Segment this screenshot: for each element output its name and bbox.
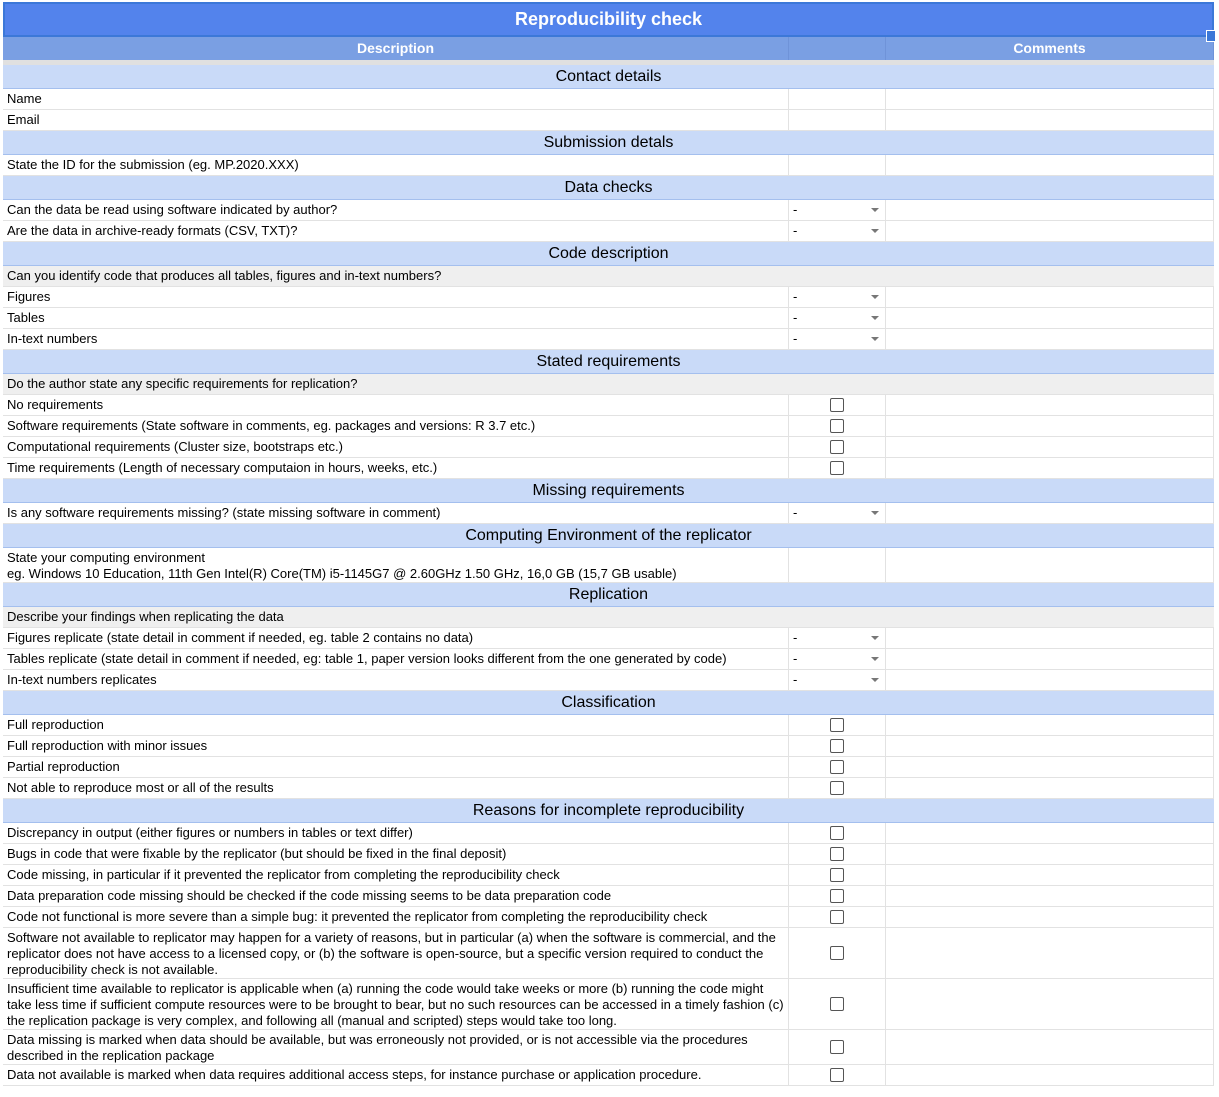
description-cell[interactable] [3, 221, 789, 241]
dropdown-arrow-icon[interactable] [871, 657, 879, 661]
description-cell[interactable] [3, 308, 789, 328]
comments-cell[interactable] [886, 823, 1214, 843]
description-cell[interactable] [3, 628, 789, 648]
checkbox-cell [789, 1030, 886, 1064]
checkbox-cell [789, 736, 886, 756]
checkbox[interactable] [830, 398, 844, 412]
description-text: Full reproduction with minor issues [7, 738, 208, 753]
comments-cell[interactable] [886, 416, 1214, 436]
table-row [3, 287, 1214, 308]
checkbox[interactable] [830, 1040, 844, 1054]
dropdown-arrow-icon[interactable] [871, 337, 879, 341]
section-header[interactable]: Replication [3, 583, 1214, 607]
table-row [3, 89, 1214, 110]
header-comments[interactable]: Comments [886, 37, 1214, 60]
value-cell[interactable] [789, 155, 886, 175]
description-text: Are the data in archive-ready formats (CSV, TXT)? [7, 223, 298, 238]
question-group-row [3, 607, 1214, 628]
description-text: Discrepancy in output (either figures or numbers in tables or text differ) [7, 825, 413, 840]
description-text: Data preparation code missing should be checked if the code missing seems to be data preparation code [7, 888, 612, 903]
description-cell[interactable] [3, 886, 789, 906]
comments-cell[interactable] [886, 287, 1214, 307]
comments-cell[interactable] [886, 715, 1214, 735]
checkbox-cell [789, 823, 886, 843]
table-row [3, 979, 1214, 1030]
description-text: Code not functional is more severe than a simple bug: it prevented the replicator from completing the reproducibility check [7, 909, 708, 924]
checkbox[interactable] [830, 889, 844, 903]
comments-cell[interactable] [886, 1030, 1214, 1064]
description-text: Email [7, 112, 40, 127]
checkbox[interactable] [830, 1068, 844, 1082]
description-cell[interactable] [3, 736, 789, 756]
dropdown-value: - [793, 310, 798, 325]
comments-cell[interactable] [886, 329, 1214, 349]
description-cell[interactable] [3, 416, 789, 436]
question-text[interactable]: Do the author state any specific requirements for replication? [7, 376, 358, 391]
checkbox-cell [789, 416, 886, 436]
description-text: Data missing is marked when data should be available, but was erroneously not provided, or is not accessible via the procedures described in the replication package [7, 1032, 748, 1063]
sheet-title[interactable]: Reproducibility check [3, 2, 1214, 37]
description-text: Can the data be read using software indicated by author? [7, 202, 338, 217]
section-header[interactable]: Contact details [3, 65, 1214, 89]
dropdown-value: - [793, 672, 798, 687]
description-cell[interactable] [3, 458, 789, 478]
description-cell[interactable] [3, 287, 789, 307]
checkbox-cell [789, 437, 886, 457]
checkbox-cell [789, 928, 886, 978]
comments-cell[interactable] [886, 308, 1214, 328]
description-text: Data not available is marked when data requires additional access steps, for instance purchase or application procedure. [7, 1067, 702, 1082]
dropdown-value: - [793, 331, 798, 346]
checkbox-cell [789, 979, 886, 1029]
dropdown-arrow-icon[interactable] [871, 229, 879, 233]
section-header[interactable]: Missing requirements [3, 479, 1214, 503]
question-group-row [3, 374, 1214, 395]
description-cell[interactable] [3, 200, 789, 220]
description-cell[interactable] [3, 548, 789, 582]
description-text: Not able to reproduce most or all of the results [7, 780, 274, 795]
checkbox-cell [789, 865, 886, 885]
description-text: Is any software requirements missing? (state missing software in comment) [7, 505, 441, 520]
checkbox[interactable] [830, 739, 844, 753]
description-cell[interactable] [3, 503, 789, 523]
table-row [3, 865, 1214, 886]
status-dropdown[interactable] [789, 503, 886, 523]
table-row [3, 458, 1214, 479]
section-header[interactable]: Stated requirements [3, 350, 1214, 374]
description-cell[interactable] [3, 823, 789, 843]
comments-cell[interactable] [886, 200, 1214, 220]
description-cell[interactable] [3, 89, 789, 109]
comments-cell[interactable] [886, 907, 1214, 927]
status-dropdown[interactable] [789, 200, 886, 220]
checklist-rows [3, 65, 1214, 1086]
section-header[interactable]: Classification [3, 691, 1214, 715]
description-cell[interactable] [3, 395, 789, 415]
description-text: Full reproduction [7, 717, 104, 732]
checkbox-cell [789, 844, 886, 864]
table-row [3, 1030, 1214, 1065]
table-row [3, 329, 1214, 350]
table-row [3, 907, 1214, 928]
comments-cell[interactable] [886, 844, 1214, 864]
description-cell[interactable] [3, 155, 789, 175]
comments-cell[interactable] [886, 110, 1214, 130]
description-cell[interactable] [3, 928, 789, 978]
comments-cell[interactable] [886, 395, 1214, 415]
section-header[interactable]: Reasons for incomplete reproducibility [3, 799, 1214, 823]
description-text: Tables replicate (state detail in comment if needed, eg: table 1, paper version looks different from the one generated by code) [7, 651, 727, 666]
comments-cell[interactable] [886, 928, 1214, 978]
table-row [3, 736, 1214, 757]
description-cell[interactable] [3, 649, 789, 669]
checkbox-cell [789, 395, 886, 415]
header-description[interactable]: Description [3, 37, 789, 60]
selection-handle[interactable] [1206, 30, 1216, 42]
table-row [3, 416, 1214, 437]
table-row [3, 503, 1214, 524]
description-text: Insufficient time available to replicator is applicable when (a) running the code would take weeks or more (b) running the code might take less time if sufficient compute resources were to be brought to bear, but no such resources can be accessed in a timely fashion (c) the replication package is very complex, and following all (manual and scripted) steps would take too long. [7, 981, 784, 1028]
checkbox-cell [789, 715, 886, 735]
description-text: Partial reproduction [7, 759, 120, 774]
checkbox[interactable] [830, 461, 844, 475]
dropdown-arrow-icon[interactable] [871, 511, 879, 515]
checkbox[interactable] [830, 760, 844, 774]
checkbox[interactable] [830, 910, 844, 924]
dropdown-arrow-icon[interactable] [871, 208, 879, 212]
dropdown-value: - [793, 202, 798, 217]
status-dropdown[interactable] [789, 649, 886, 669]
question-group-row [3, 266, 1214, 287]
comments-cell[interactable] [886, 886, 1214, 906]
description-text: State your computing environment [7, 550, 205, 565]
value-cell[interactable] [789, 89, 886, 109]
dropdown-arrow-icon[interactable] [871, 678, 879, 682]
description-example: eg. Windows 10 Education, 11th Gen Intel(R) Core(TM) i5-1145G7 @ 2.60GHz 1.50 GHz, 16,0 GB (15,7 GB usable) [7, 566, 677, 581]
description-text: Figures [7, 289, 51, 304]
description-cell[interactable] [3, 1065, 789, 1085]
comments-cell[interactable] [886, 89, 1214, 109]
dropdown-value: - [793, 630, 798, 645]
dropdown-value: - [793, 289, 798, 304]
table-row [3, 1065, 1214, 1086]
description-text: Tables [7, 310, 45, 325]
table-row [3, 670, 1214, 691]
comments-cell[interactable] [886, 503, 1214, 523]
checkbox-cell [789, 757, 886, 777]
table-row [3, 715, 1214, 736]
status-dropdown[interactable] [789, 287, 886, 307]
description-cell[interactable] [3, 778, 789, 798]
section-header[interactable]: Computing Environment of the replicator [3, 524, 1214, 548]
description-cell[interactable] [3, 865, 789, 885]
checkbox[interactable] [830, 946, 844, 960]
checkbox[interactable] [830, 440, 844, 454]
table-row [3, 200, 1214, 221]
question-text[interactable]: Describe your findings when replicating the data [7, 609, 284, 624]
dropdown-value: - [793, 505, 798, 520]
table-row [3, 548, 1214, 583]
comments-cell[interactable] [886, 865, 1214, 885]
checkbox-cell [789, 778, 886, 798]
checkbox-cell [789, 1065, 886, 1085]
checkbox[interactable] [830, 826, 844, 840]
checkbox-cell [789, 458, 886, 478]
description-text: Computational requirements (Cluster size, bootstraps etc.) [7, 439, 343, 454]
table-row [3, 928, 1214, 979]
comments-cell[interactable] [886, 221, 1214, 241]
description-text: State the ID for the submission (eg. MP.2020.XXX) [7, 157, 299, 172]
section-header[interactable]: Data checks [3, 176, 1214, 200]
description-text: Code missing, in particular if it prevented the replicator from completing the reproducibility check [7, 867, 560, 882]
description-cell[interactable] [3, 844, 789, 864]
comments-cell[interactable] [886, 1065, 1214, 1085]
comments-cell[interactable] [886, 437, 1214, 457]
description-cell[interactable] [3, 329, 789, 349]
table-row [3, 395, 1214, 416]
table-row [3, 823, 1214, 844]
description-text: In-text numbers [7, 331, 98, 346]
table-row [3, 437, 1214, 458]
checkbox[interactable] [830, 419, 844, 433]
checkbox[interactable] [830, 847, 844, 861]
table-row [3, 110, 1214, 131]
comments-cell[interactable] [886, 548, 1214, 582]
checkbox-cell [789, 886, 886, 906]
description-text: Software not available to replicator may happen for a variety of reasons, but in particular (a) when the software is commercial, and the replicator does not have access to a licensed copy, or (b) the software is open-source, but a specific version required to conduct the reproducibility check is not available. [7, 930, 776, 977]
question-text[interactable]: Can you identify code that produces all tables, figures and in-text numbers? [7, 268, 442, 283]
description-cell[interactable] [3, 715, 789, 735]
status-dropdown[interactable] [789, 308, 886, 328]
header-status[interactable] [789, 37, 886, 60]
section-header[interactable]: Submission detals [3, 131, 1214, 155]
description-cell[interactable] [3, 907, 789, 927]
table-row [3, 649, 1214, 670]
status-dropdown[interactable] [789, 221, 886, 241]
value-cell[interactable] [789, 548, 886, 582]
description-text: Bugs in code that were fixable by the replicator (but should be fixed in the final deposit) [7, 846, 507, 861]
description-text: Figures replicate (state detail in comment if needed, eg. table 2 contains no data) [7, 630, 474, 645]
comments-cell[interactable] [886, 628, 1214, 648]
comments-cell[interactable] [886, 778, 1214, 798]
dropdown-arrow-icon[interactable] [871, 295, 879, 299]
checkbox[interactable] [830, 868, 844, 882]
table-row [3, 221, 1214, 242]
description-text: Software requirements (State software in comments, eg. packages and versions: R 3.7 etc.) [7, 418, 536, 433]
checkbox[interactable] [830, 718, 844, 732]
comments-cell[interactable] [886, 670, 1214, 690]
checkbox[interactable] [830, 781, 844, 795]
comments-cell[interactable] [886, 979, 1214, 1029]
description-cell[interactable] [3, 110, 789, 130]
table-row [3, 886, 1214, 907]
dropdown-arrow-icon[interactable] [871, 636, 879, 640]
status-dropdown[interactable] [789, 628, 886, 648]
comments-cell[interactable] [886, 155, 1214, 175]
checkbox-cell [789, 907, 886, 927]
comments-cell[interactable] [886, 649, 1214, 669]
checkbox[interactable] [830, 997, 844, 1011]
column-headers [3, 37, 1214, 60]
description-text: No requirements [7, 397, 104, 412]
status-dropdown[interactable] [789, 329, 886, 349]
description-cell[interactable] [3, 437, 789, 457]
dropdown-arrow-icon[interactable] [871, 316, 879, 320]
description-cell[interactable] [3, 670, 789, 690]
table-row [3, 778, 1214, 799]
description-cell[interactable] [3, 1030, 789, 1064]
table-row [3, 155, 1214, 176]
comments-cell[interactable] [886, 458, 1214, 478]
table-row [3, 844, 1214, 865]
description-cell[interactable] [3, 979, 789, 1029]
comments-cell[interactable] [886, 736, 1214, 756]
status-dropdown[interactable] [789, 670, 886, 690]
description-text: In-text numbers replicates [7, 672, 157, 687]
dropdown-value: - [793, 651, 798, 666]
table-row [3, 757, 1214, 778]
dropdown-value: - [793, 223, 798, 238]
table-row [3, 308, 1214, 329]
table-row [3, 628, 1214, 649]
description-text: Name [7, 91, 42, 106]
section-header[interactable]: Code description [3, 242, 1214, 266]
description-text: Time requirements (Length of necessary computaion in hours, weeks, etc.) [7, 460, 438, 475]
description-cell[interactable] [3, 757, 789, 777]
value-cell[interactable] [789, 110, 886, 130]
comments-cell[interactable] [886, 757, 1214, 777]
spreadsheet [3, 2, 1214, 1086]
